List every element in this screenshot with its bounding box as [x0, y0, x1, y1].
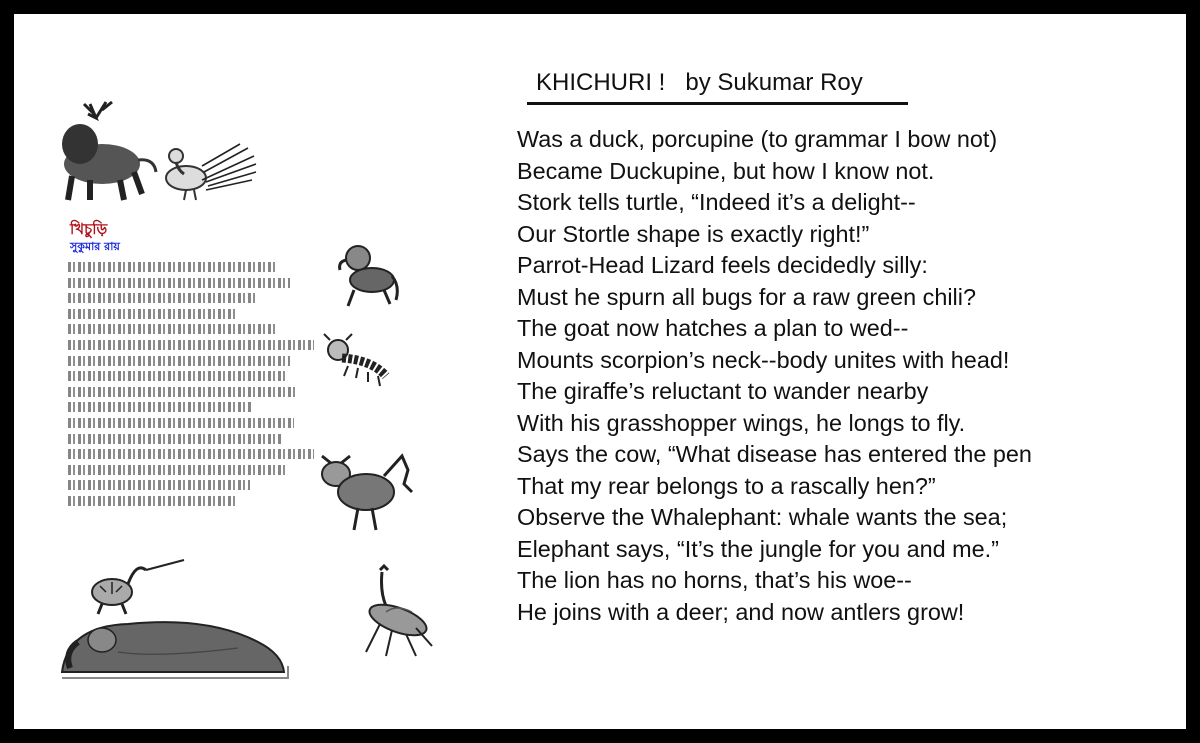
parrot-lizard-illustration [332, 242, 402, 312]
poem-line: Parrot-Head Lizard feels decidedly silly: [517, 252, 928, 278]
poem-line: Observe the Whalephant: whale wants the sea; [517, 504, 1008, 530]
poem-byline: by Sukumar Roy [685, 69, 863, 96]
poem-line: Elephant says, “It’s the jungle for you and me.” [517, 535, 999, 562]
poem-line: Says the cow, “What disease has entered the pen [517, 441, 1032, 467]
bengali-poem-text [68, 262, 318, 512]
poem-heading [536, 69, 863, 97]
poem-line: With his grasshopper wings, he longs to fly. [517, 409, 966, 436]
whale-elephant-illustration [58, 612, 288, 678]
bengali-author: সুকুমার রায় [70, 240, 120, 253]
lion-deer-illustration [50, 96, 160, 206]
bengali-scan [40, 96, 460, 696]
poem-line: He joins with a deer; and now antlers grow! [517, 598, 965, 625]
poem-body [517, 124, 1032, 628]
cow-hen-illustration [314, 446, 414, 536]
poem-line: The giraffe’s reluctant to wander nearby [517, 378, 929, 404]
scorpion-goat-illustration [318, 332, 390, 394]
poem-line: The lion has no horns, that’s his woe-- [517, 567, 912, 593]
poem-line: Mounts scorpion’s neck--body unites with head! [517, 346, 1010, 373]
poem-line: Was a duck, porcupine (to grammar I bow not) [517, 126, 998, 152]
poem-line: The goat now hatches a plan to wed-- [517, 315, 909, 341]
bengali-title: খিচুড়ি [70, 220, 108, 238]
poem-line: Became Duckupine, but how I know not. [517, 157, 935, 184]
scan-baseline-edge [287, 666, 289, 679]
poem-line: Our Stortle shape is exactly right!” [517, 220, 870, 247]
page-frame [14, 14, 1186, 729]
duck-porcupine-illustration [162, 136, 258, 206]
poem-line: Stork tells turtle, “Indeed it’s a delight-- [517, 189, 916, 215]
poem-title: KHICHURI ! [536, 69, 666, 96]
stork-turtle-illustration [88, 556, 188, 618]
giraffe-grasshopper-illustration [340, 564, 436, 660]
heading-underline [527, 102, 908, 105]
poem-line: That my rear belongs to a rascally hen?” [517, 472, 936, 499]
scan-baseline [62, 677, 288, 679]
poem-line: Must he spurn all bugs for a raw green chili? [517, 283, 976, 310]
